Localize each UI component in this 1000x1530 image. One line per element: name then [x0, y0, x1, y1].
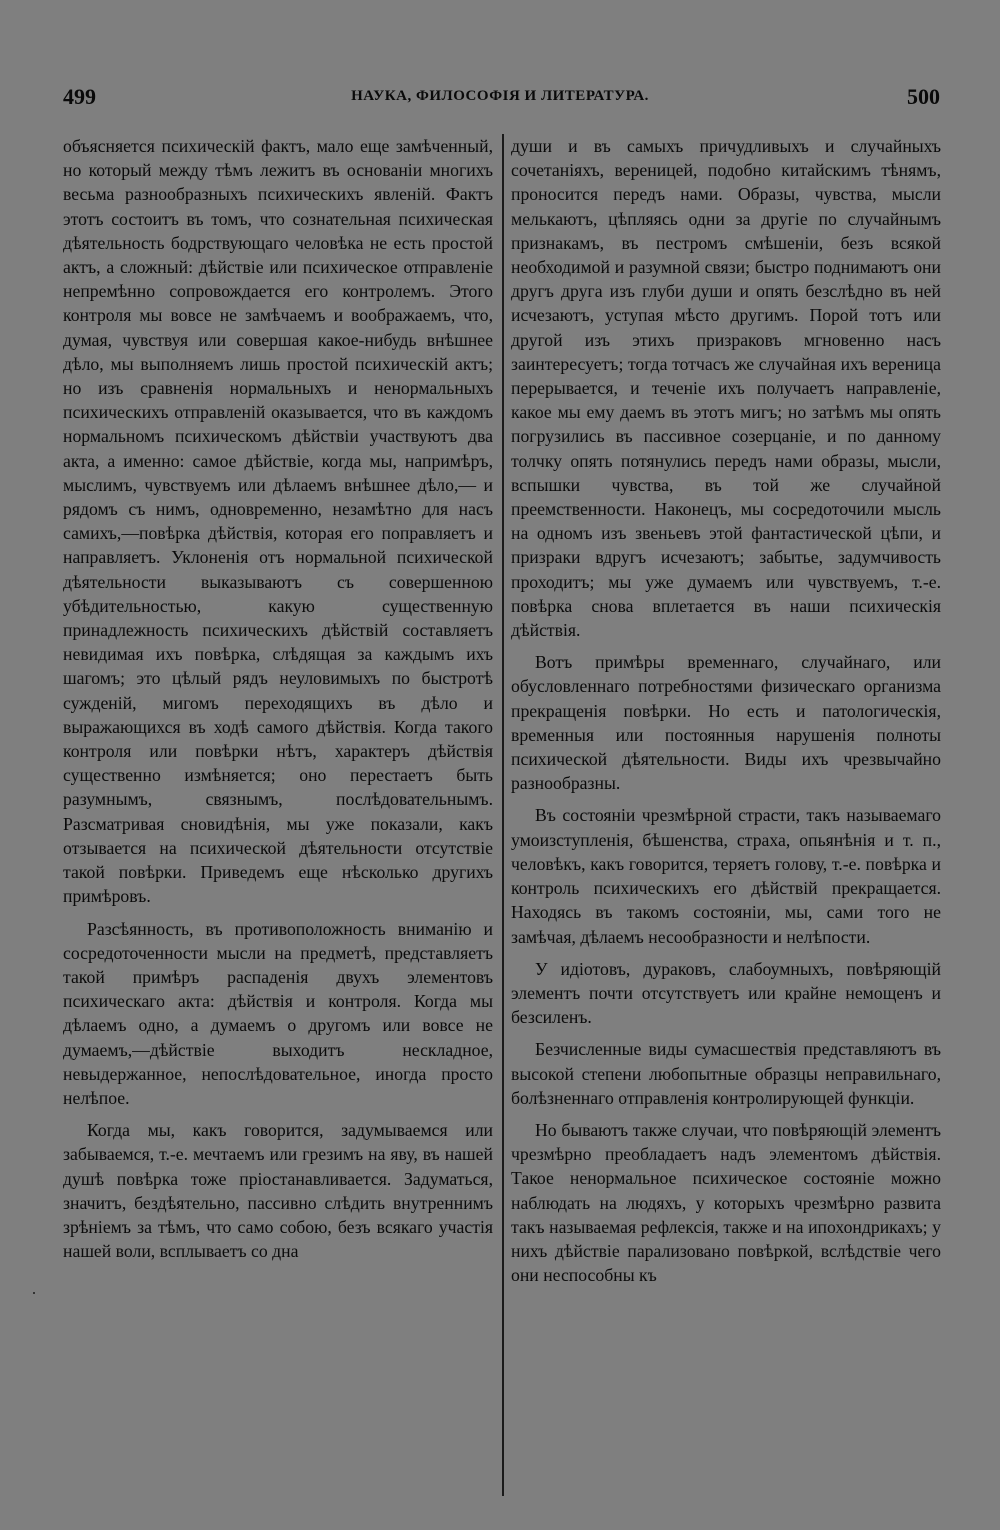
- paragraph: Когда мы, какъ говорится, задумываемся или забываемся, т.-е. мечтаемъ или грезимъ на яву, въ нашей душѣ повѣрка тоже пріостанавливается. Задуматься, значитъ, бездѣятельно, пассивно слѣдить внутреннимъ зрѣніемъ за тѣмъ, что само собою, безъ всякаго участія нашей воли, всплываетъ со дна: [63, 1120, 493, 1262]
- paragraph: У идіотовъ, дураковъ, слабоумныхъ, повѣряющій элементъ почти отсутствуетъ или крайне немощенъ и безсиленъ.: [511, 958, 941, 1028]
- left-text-column: [63, 134, 493, 1263]
- scan-speck: [33, 1292, 35, 1294]
- running-title: НАУКА, ФИЛОСОФІЯ И ЛИТЕРАТУРА.: [351, 88, 649, 104]
- paragraph: Въ состояніи чрезмѣрной страсти, такъ называемаго умоизступленія, бѣшенства, страха, опьянѣнія и т. п., человѣкъ, какъ говорится, теряетъ голову, т.-е. повѣрка и контроль психическихъ его дѣйствій прекращается. Находясь въ такомъ состояніи, мы, сами того не замѣчая, дѣлаемъ несообразности и нелѣпости.: [511, 805, 941, 947]
- paragraph: души и въ самыхъ причудливыхъ и случайныхъ сочетаніяхъ, вереницей, подобно китайскимъ тѣнямъ, проносится передъ нами. Образы, чувства, мысли мелькаютъ, цѣпляясь одни за другіе по случайнымъ признакамъ, въ пестромъ смѣшеніи, безъ всякой необходимой и разумной связи; быстро поднимаютъ они другъ друга изъ глуби души и опять безслѣдно въ ней исчезаютъ, уступая мѣсто другимъ. Порой тотъ или другой изъ этихъ призраковъ мгновенно насъ заинтересуетъ; тогда тотчасъ же случайная ихъ вереница перерывается, и теченіе ихъ получаетъ направленіе, какое мы ему даемъ въ этотъ мигъ; но затѣмъ мы опять погрузились въ пассивное созерцаніе, и по данному толчку опять потянулись передъ нами образы, мысли, вспышки чувства, въ той же случайной преемственности. Наконецъ, мы сосредоточили мысль на одномъ изъ звеньевъ этой фантастической цѣпи, и призраки вдругъ исчезаютъ; забытье, задумчивость проходитъ; мы уже думаемъ или чувствуемъ, т.-е. повѣрка снова вплетается въ наши психическія дѣйствія.: [511, 136, 941, 641]
- paragraph: Разсѣянность, въ противоположность вниманію и сосредоточенности мысли на предметѣ, представляетъ такой примѣръ распаденія двухъ элементовъ психическаго акта: дѣйствія и контроля. Когда мы дѣлаемъ одно, а думаемъ о другомъ или вовсе не думаемъ,—дѣйствіе выходитъ нескладное, невыдержанное, непослѣдовательное, иногда просто нелѣпое.: [63, 918, 493, 1108]
- left-page-number: 499: [63, 84, 96, 109]
- page-header: [0, 84, 1000, 114]
- right-text-column: [511, 134, 941, 1287]
- paragraph: Но бываютъ также случаи, что повѣряющій элементъ чрезмѣрно преобладаетъ надъ элементомъ дѣйствія. Такое ненормальное психическое состояніе можно наблюдать на людяхъ, у которыхъ чрезмѣрно развита такъ называемая рефлексія, также и на ипохондрикахъ; у нихъ дѣйствіе парализовано повѣркой, вслѣдствіе чего они неспособны къ: [511, 1119, 941, 1286]
- paragraph: объясняется психическій фактъ, мало еще замѣченный, но который между тѣмъ лежитъ въ основаніи многихъ весьма разнообразныхъ психическихъ явленій. Фактъ этотъ состоитъ въ томъ, что сознательная психическая дѣятельность бодрствующаго человѣка не есть простой актъ, а сложный: дѣйствіе или психическое отправленіе непремѣнно сопровождается его контролемъ. Этого контроля мы вовсе не замѣчаемъ и воображаемъ, что, думая, чувствуя или совершая какое-нибудь внѣшнее дѣло, мы выполняемъ лишь простой психическій актъ; но изъ сравненія нормальныхъ и ненормальныхъ психическихъ отправленій оказывается, что въ каждомъ нормальномъ психическомъ дѣйствіи участвуютъ два акта, а именно: самое дѣйствіе, когда мы, напримѣръ, мыслимъ, чувствуемъ или дѣлаемъ внѣшнее дѣло,— и рядомъ съ нимъ, одновременно, незамѣтно для насъ самихъ,—повѣрка дѣйствія, которая его поправляетъ и направляетъ. Уклоненія отъ нормальной психической дѣятельности выказываютъ съ совершенною убѣдительностью, какую существенную принадлежность психическихъ дѣйствій составляетъ невидимая ихъ повѣрка, слѣдящая за каждымъ ихъ шагомъ; это цѣлый рядъ неуловимыхъ по быстротѣ сужденій, мигомъ переходящихъ въ дѣло и выражающихся въ ходѣ самого дѣйствія. Когда такого контроля или повѣрки нѣтъ, характеръ дѣйствія существенно измѣняется; оно перестаетъ быть разумнымъ, связнымъ, послѣдовательнымъ. Разсматривая сновидѣнія, мы уже показали, какъ отзывается на психической дѣятельности отсутствіе такой повѣрки. Приведемъ еще нѣсколько другихъ примѣровъ.: [63, 136, 493, 907]
- right-page-number: 500: [907, 84, 940, 109]
- paragraph: Безчисленные виды сумасшествія представляютъ въ высокой степени любопытные образцы неправильнаго, болѣзненнаго отправленія контролирующей функціи.: [511, 1039, 941, 1108]
- paragraph: Вотъ примѣры временнаго, случайнаго, или обусловленнаго потребностями физическаго организма прекращенія повѣрки. Но есть и патологическія, временныя или постоянныя нарушенія полноты психической дѣятельности. Виды ихъ чрезвычайно разнообразны.: [511, 652, 941, 794]
- column-divider: [502, 134, 504, 1496]
